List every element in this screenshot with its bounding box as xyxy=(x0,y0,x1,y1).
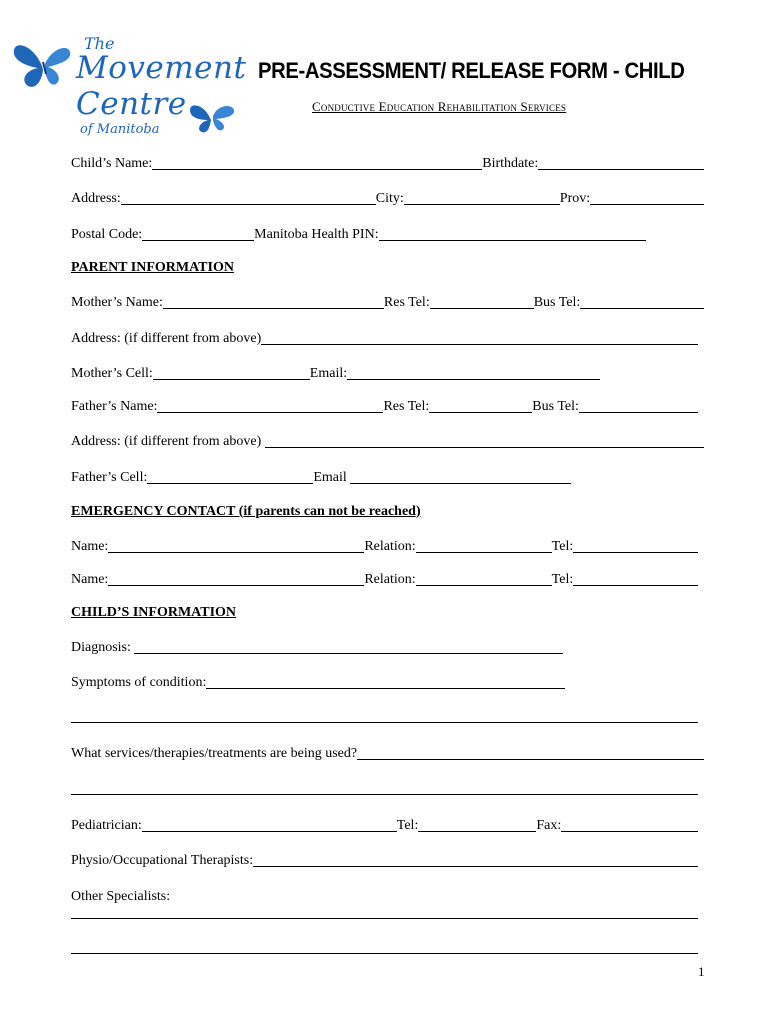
services-label: What services/therapies/treatments are being used? xyxy=(71,746,358,761)
physio-field[interactable] xyxy=(253,852,698,867)
birthdate-field[interactable] xyxy=(538,155,704,170)
diagnosis-label: Diagnosis: xyxy=(71,640,131,655)
childs-name-label: Child’s Name: xyxy=(71,156,153,171)
pediatrician-row xyxy=(71,816,698,834)
mother-cell-row xyxy=(71,364,600,382)
address-field[interactable] xyxy=(121,190,376,205)
emergency-relation-field-2[interactable] xyxy=(416,571,552,586)
mothers-cell-label: Mother’s Cell: xyxy=(71,366,153,381)
mother-email-field[interactable] xyxy=(347,365,600,380)
logo-of-manitoba: of Manitoba xyxy=(80,122,160,137)
child-name-row xyxy=(71,154,704,172)
physio-label: Physio/Occupational Therapists: xyxy=(71,853,254,868)
logo-movement: Movement xyxy=(76,50,247,86)
address-label: Address: xyxy=(71,191,121,206)
father-email-label: Email xyxy=(313,470,347,485)
movement-centre-logo xyxy=(12,34,252,144)
father-bus-tel-field[interactable] xyxy=(579,398,698,413)
form-subtitle: Conductive Education Rehabilitation Services xyxy=(312,99,567,114)
postal-row xyxy=(71,225,646,243)
services-row xyxy=(71,744,704,762)
emergency-contact-title: EMERGENCY CONTACT ( xyxy=(71,504,244,519)
father-name-row xyxy=(71,397,698,415)
mother-address-row xyxy=(71,329,698,347)
mothers-cell-field[interactable] xyxy=(153,365,310,380)
mb-health-pin-label: Manitoba Health PIN: xyxy=(254,227,379,242)
symptoms-extra-line[interactable] xyxy=(71,722,698,723)
emergency-relation-field-1[interactable] xyxy=(416,538,552,553)
father-address-label: Address: (if different from above) xyxy=(71,434,262,449)
mother-res-tel-label: Res Tel: xyxy=(383,295,430,310)
emergency-row-2 xyxy=(71,570,698,588)
mother-res-tel-field[interactable] xyxy=(430,294,534,309)
other-specialists-row xyxy=(71,887,704,905)
emergency-tel-field-2[interactable] xyxy=(573,571,698,586)
pediatrician-tel-field[interactable] xyxy=(418,817,536,832)
other-specialists-line-2[interactable] xyxy=(71,953,698,954)
fathers-cell-field[interactable] xyxy=(147,469,313,484)
prov-label: Prov: xyxy=(559,191,591,206)
father-email-field[interactable] xyxy=(350,469,571,484)
form-title: PRE-ASSESSMENT/ RELEASE FORM - CHILD xyxy=(258,58,685,83)
emergency-tel-label-2: Tel: xyxy=(551,572,574,587)
services-field[interactable] xyxy=(357,745,704,760)
diagnosis-field[interactable] xyxy=(134,639,563,654)
father-address-row xyxy=(71,432,704,450)
other-specialists-label: Other Specialists: xyxy=(71,889,171,904)
pediatrician-tel-label: Tel: xyxy=(396,818,419,833)
emergency-name-label-2: Name: xyxy=(71,572,109,587)
fathers-cell-label: Father’s Cell: xyxy=(71,470,148,485)
father-bus-tel-label: Bus Tel: xyxy=(532,399,579,414)
logo-the: The xyxy=(84,34,115,53)
father-res-tel-label: Res Tel: xyxy=(383,399,430,414)
father-res-tel-field[interactable] xyxy=(429,398,532,413)
prov-field[interactable] xyxy=(590,190,704,205)
city-field[interactable] xyxy=(404,190,560,205)
mother-email-label: Email: xyxy=(309,366,348,381)
emergency-name-field-2[interactable] xyxy=(108,571,364,586)
other-specialists-line-1[interactable] xyxy=(71,918,698,919)
emergency-name-field-1[interactable] xyxy=(108,538,364,553)
emergency-contact-heading xyxy=(71,504,421,520)
emergency-contact-note: if parents can not be reached) xyxy=(243,504,421,519)
fathers-name-field[interactable] xyxy=(157,398,383,413)
butterfly-icon xyxy=(12,40,74,90)
father-address-field[interactable] xyxy=(265,433,704,448)
emergency-relation-label-2: Relation: xyxy=(364,572,416,587)
birthdate-label: Birthdate: xyxy=(482,156,539,171)
emergency-name-label-1: Name: xyxy=(71,539,109,554)
pediatrician-fax-label: Fax: xyxy=(536,818,562,833)
logo-centre: Centre xyxy=(76,86,187,122)
symptoms-label: Symptoms of condition: xyxy=(71,675,207,690)
symptoms-row xyxy=(71,673,565,691)
postal-code-field[interactable] xyxy=(142,226,254,241)
mb-health-pin-field[interactable] xyxy=(379,226,646,241)
small-butterfly-icon xyxy=(188,100,236,134)
address-row xyxy=(71,189,704,207)
mother-bus-tel-label: Bus Tel: xyxy=(533,295,581,310)
father-cell-row xyxy=(71,468,571,486)
mother-bus-tel-field[interactable] xyxy=(580,294,704,309)
postal-code-label: Postal Code: xyxy=(71,227,143,242)
city-label: City: xyxy=(375,191,404,206)
emergency-tel-field-1[interactable] xyxy=(573,538,698,553)
parent-info-heading: PARENT INFORMATION xyxy=(71,260,234,275)
childs-name-field[interactable] xyxy=(152,155,482,170)
fathers-name-label: Father’s Name: xyxy=(71,399,158,414)
mothers-name-field[interactable] xyxy=(163,294,384,309)
emergency-tel-label-1: Tel: xyxy=(551,539,574,554)
emergency-row-1 xyxy=(71,537,698,555)
mother-name-row xyxy=(71,293,704,311)
pediatrician-fax-field[interactable] xyxy=(561,817,698,832)
mothers-name-label: Mother’s Name: xyxy=(71,295,163,310)
physio-row xyxy=(71,851,698,869)
pediatrician-label: Pediatrician: xyxy=(71,818,142,833)
pediatrician-field[interactable] xyxy=(142,817,397,832)
child-info-heading: CHILD’S INFORMATION xyxy=(71,605,237,620)
symptoms-field[interactable] xyxy=(206,674,565,689)
diagnosis-row xyxy=(71,638,563,656)
services-extra-line[interactable] xyxy=(71,794,698,795)
mother-address-label: Address: (if different from above) xyxy=(71,331,262,346)
page-number: 1 xyxy=(698,964,705,979)
mother-address-field[interactable] xyxy=(261,330,698,345)
emergency-relation-label-1: Relation: xyxy=(364,539,416,554)
